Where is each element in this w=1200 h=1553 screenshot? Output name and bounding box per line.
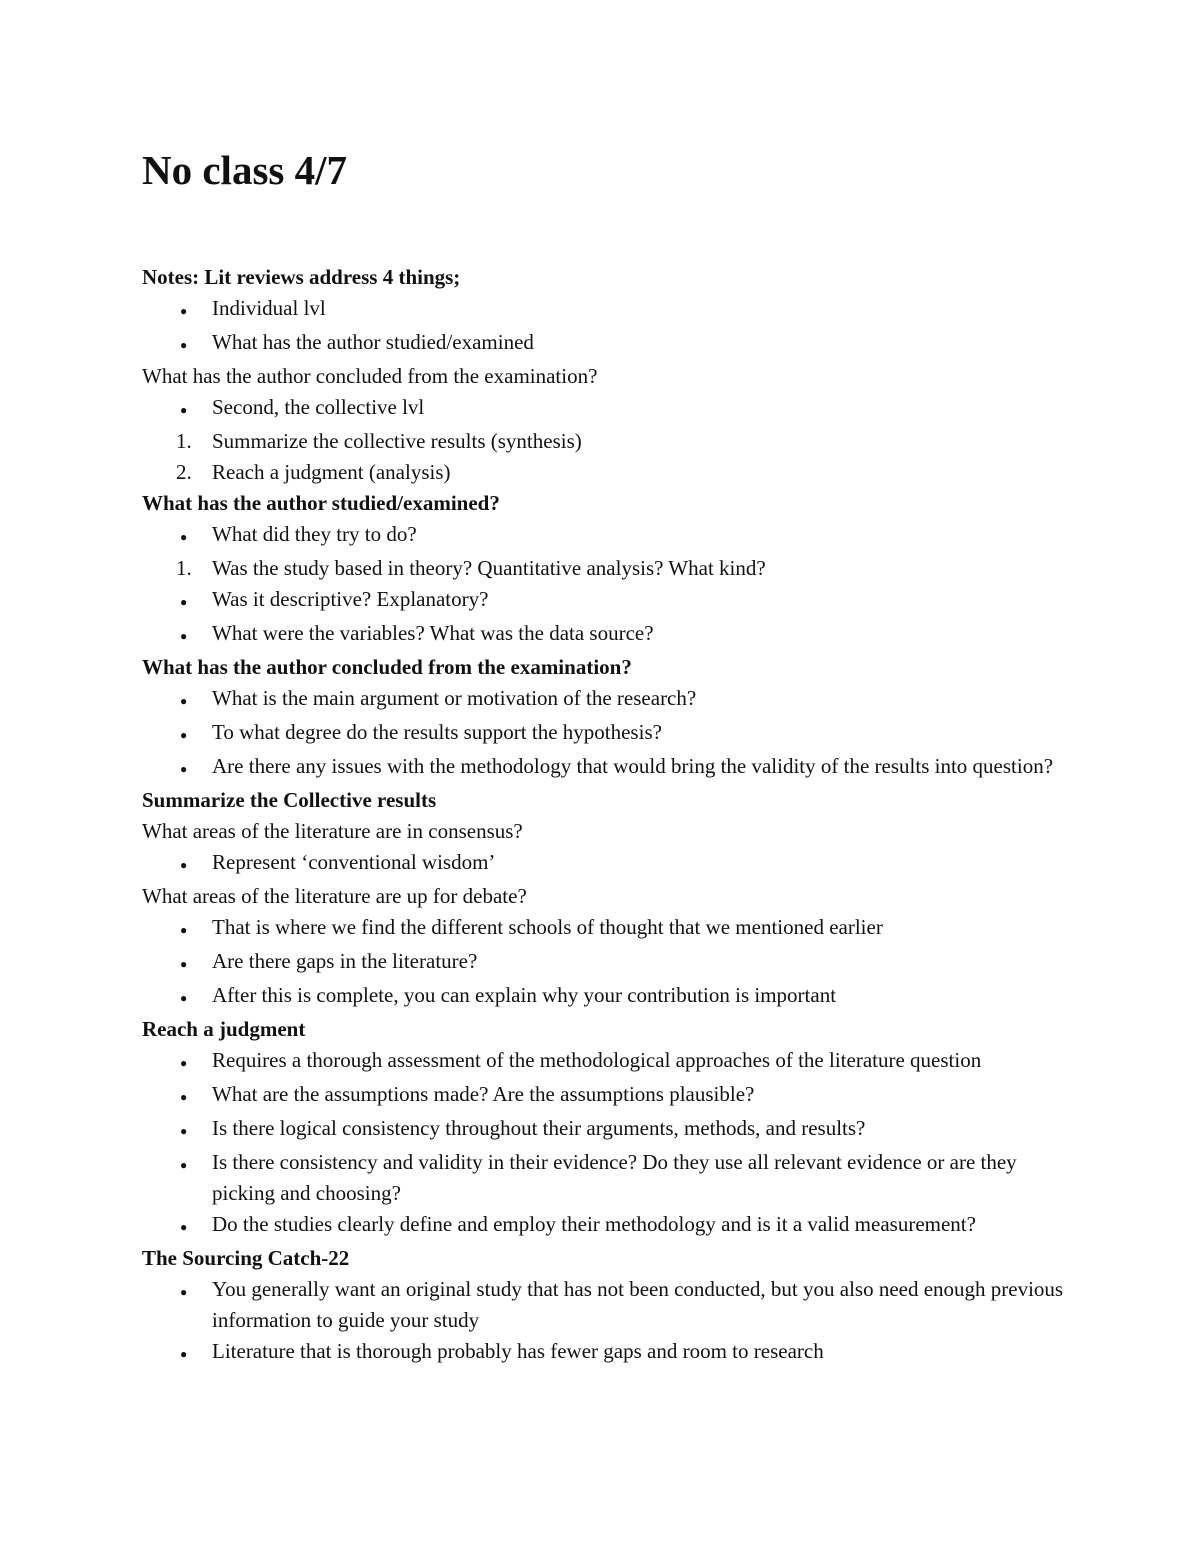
list-item-text: Requires a thorough assessment of the methodological approaches of the literature question — [212, 1048, 982, 1072]
bullet-item — [142, 751, 1082, 785]
list-item-text: Summarize the collective results (synthesis) — [212, 429, 582, 453]
bullet-icon: ● — [180, 1285, 188, 1299]
bullet-item — [142, 1147, 1082, 1209]
bullet-icon: ● — [180, 595, 188, 609]
bullet-item — [142, 327, 1082, 361]
list-item-text: Are there any issues with the methodology that would bring the validity of the results into question? — [212, 754, 1054, 778]
bullet-item — [142, 1079, 1082, 1113]
list-item-text: That is where we find the different schools of thought that we mentioned earlier — [212, 915, 883, 939]
list-item-text: Are there gaps in the literature? — [212, 949, 478, 973]
bullet-icon: ● — [180, 1056, 188, 1070]
list-marker — [174, 618, 212, 652]
bullet-item — [142, 1045, 1082, 1079]
list-marker — [174, 980, 212, 1014]
list-item-text: Reach a judgment (analysis) — [212, 460, 451, 484]
bullet-icon: ● — [180, 629, 188, 643]
list-marker — [174, 1113, 212, 1147]
bullet-icon: ● — [180, 957, 188, 971]
bullet-item — [142, 618, 1082, 652]
list-number: 1. — [176, 429, 192, 453]
list-marker — [174, 717, 212, 751]
list-marker — [174, 1274, 212, 1308]
list-marker — [174, 1079, 212, 1113]
list-item-text: To what degree do the results support the hypothesis? — [212, 720, 662, 744]
list-item-text: Represent ‘conventional wisdom’ — [212, 850, 496, 874]
list-item-text: You generally want an original study that has not been conducted, but you also need enough previous information to guide your study — [212, 1277, 1064, 1332]
bullet-item — [142, 912, 1082, 946]
list-item-text: Second, the collective lvl — [212, 395, 425, 419]
list-number: 2. — [176, 460, 192, 484]
list-marker — [174, 946, 212, 980]
list-marker — [174, 1045, 212, 1079]
section-heading: What has the author concluded from the examination? — [142, 655, 632, 679]
bullet-icon: ● — [180, 1220, 188, 1234]
bullet-item — [142, 1113, 1082, 1147]
bullet-item — [142, 946, 1082, 980]
paragraph-line: What areas of the literature are in consensus? — [142, 819, 523, 843]
list-marker — [174, 1147, 212, 1181]
bullet-icon: ● — [180, 1124, 188, 1138]
bullet-item — [142, 584, 1082, 618]
paragraph-line: What has the author concluded from the examination? — [142, 364, 598, 388]
list-item-text: Is there logical consistency throughout their arguments, methods, and results? — [212, 1116, 866, 1140]
bullet-item — [142, 293, 1082, 327]
bullet-item — [142, 392, 1082, 426]
list-marker — [174, 519, 212, 553]
list-marker — [174, 584, 212, 618]
section-heading: Notes: Lit reviews address 4 things; — [142, 265, 461, 289]
list-item-text: Individual lvl — [212, 296, 326, 320]
bullet-icon: ● — [180, 403, 188, 417]
bullet-item — [142, 980, 1082, 1014]
section-heading: Summarize the Collective results — [142, 788, 437, 812]
list-item-text: What were the variables? What was the data source? — [212, 621, 654, 645]
list-item-text: Was the study based in theory? Quantitative analysis? What kind? — [212, 556, 766, 580]
list-item-text: What has the author studied/examined — [212, 330, 534, 354]
list-marker — [174, 1336, 212, 1370]
bullet-item — [142, 1209, 1082, 1243]
bullet-item — [142, 847, 1082, 881]
list-marker — [174, 912, 212, 946]
bullet-item — [142, 1336, 1082, 1370]
section-heading: The Sourcing Catch-22 — [142, 1246, 350, 1270]
bullet-icon: ● — [180, 304, 188, 318]
list-marker — [174, 293, 212, 327]
bullet-icon: ● — [180, 694, 188, 708]
numbered-item — [142, 553, 1082, 584]
list-item-text: After this is complete, you can explain why your contribution is important — [212, 983, 837, 1007]
list-item-text: Literature that is thorough probably has fewer gaps and room to research — [212, 1339, 824, 1363]
bullet-icon: ● — [180, 858, 188, 872]
bullet-item — [142, 519, 1082, 553]
list-item-text: Do the studies clearly define and employ their methodology and is it a valid measurement? — [212, 1212, 976, 1236]
list-marker — [174, 327, 212, 361]
numbered-item — [142, 457, 1082, 488]
numbered-item — [142, 426, 1082, 457]
bullet-icon: ● — [180, 1347, 188, 1361]
bullet-icon: ● — [180, 923, 188, 937]
list-item-text: What is the main argument or motivation of the research? — [212, 686, 697, 710]
section-heading: What has the author studied/examined? — [142, 491, 500, 515]
section-heading: Reach a judgment — [142, 1017, 306, 1041]
list-item-text: What did they try to do? — [212, 522, 417, 546]
list-marker — [174, 751, 212, 785]
bullet-icon: ● — [180, 762, 188, 776]
list-marker — [174, 392, 212, 426]
bullet-icon: ● — [180, 1090, 188, 1104]
document-body — [142, 262, 1082, 1370]
page-title: No class 4/7 — [142, 147, 347, 193]
bullet-item — [142, 717, 1082, 751]
bullet-item — [142, 683, 1082, 717]
bullet-icon: ● — [180, 530, 188, 544]
list-marker — [174, 426, 212, 457]
list-item-text: Is there consistency and validity in their evidence? Do they use all relevant evidence or are they picking and choosing? — [212, 1150, 1017, 1205]
list-marker — [174, 457, 212, 488]
bullet-icon: ● — [180, 338, 188, 352]
bullet-icon: ● — [180, 991, 188, 1005]
bullet-icon: ● — [180, 1158, 188, 1172]
list-marker — [174, 553, 212, 584]
list-marker — [174, 847, 212, 881]
list-item-text: Was it descriptive? Explanatory? — [212, 587, 489, 611]
bullet-item — [142, 1274, 1082, 1336]
list-marker — [174, 1209, 212, 1243]
bullet-icon: ● — [180, 728, 188, 742]
list-item-text: What are the assumptions made? Are the assumptions plausible? — [212, 1082, 755, 1106]
paragraph-line: What areas of the literature are up for debate? — [142, 884, 527, 908]
list-marker — [174, 683, 212, 717]
list-number: 1. — [176, 556, 192, 580]
